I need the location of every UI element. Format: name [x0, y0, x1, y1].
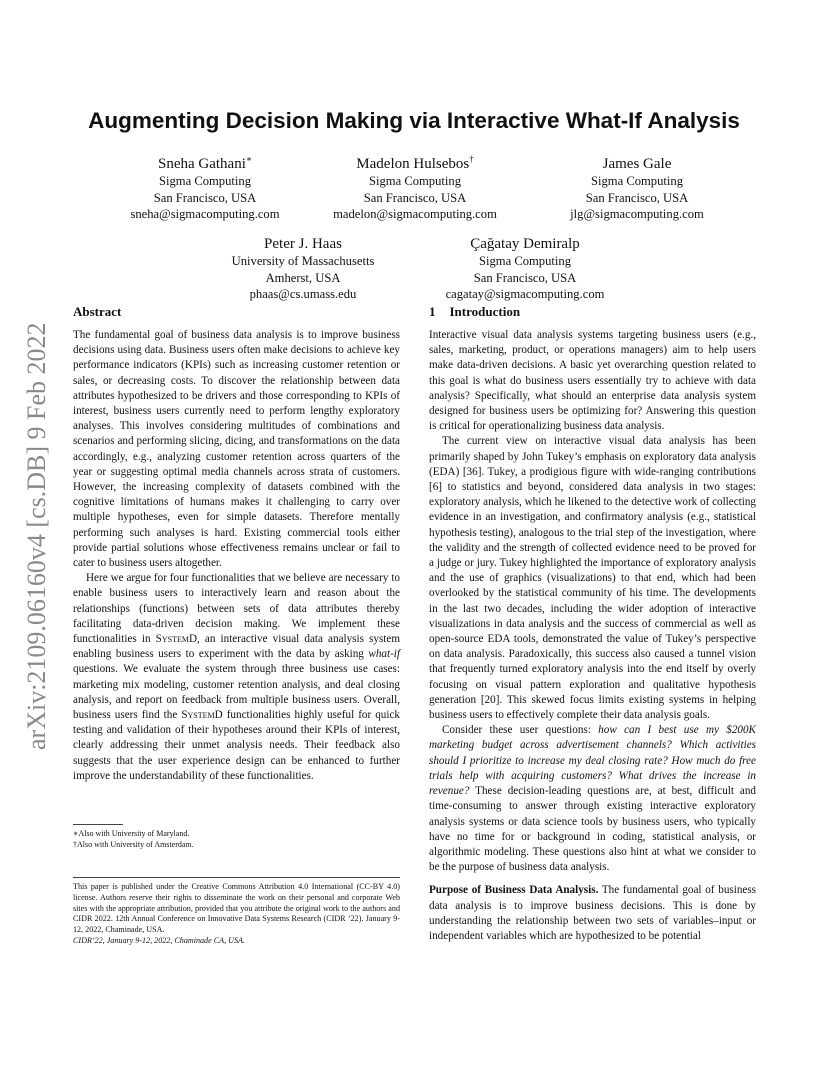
footnote: †Also with University of Amsterdam. — [73, 840, 194, 849]
author-location: San Francisco, USA — [153, 190, 257, 205]
footnotes — [73, 828, 400, 850]
arxiv-identifier-text: arXiv:2109.06160v4 [cs.DB] 9 Feb 2022 — [22, 322, 51, 750]
abstract-paragraph-1: The fundamental goal of business data analysis is to improve business decisions using data. Business users often make decisions to achieve key performance indicators (KPIs) such as increasing customer retention or sales, or decreasing costs. To discover the relationship between data attributes hypothesized to be drivers and those corresponding to KPIs of interest, business users currently need to perform lengthy exploratory analyses. This involves considering multitudes of combinations and scenarios and performing slicing, dicing, and transformations on the data accordingly, e.g., analyzing customer retention across quarters of the year or suggesting optimal media channels across strata of customers. However, the increasing complexity of datasets combined with the cognitive limitations of humans makes it challenging to carry over multiple hypotheses, even for simple datasets. Therefore mentally performing such analyses is hard. Existing commercial tools either provide partial solutions whose effectiveness remains unclear or fail to cater to business users altogether. — [73, 329, 400, 570]
author-email[interactable]: sneha@sigmacomputing.com — [130, 207, 280, 221]
right-column — [429, 303, 756, 944]
license-text: This paper is published under the Creative Commons Attribution 4.0 International (CC-BY 4.0) license. Authors reserve their rights to disseminate the work on their personal and corporate Web sites with the appropriate attribution, provided that you attribute the original work to the authors and CIDR 2022. 12th Annual Conference on Innovative Data Systems Research (CIDR ’22). January 9-12, 2022, Chaminade, USA. — [73, 882, 400, 935]
author-block-5 — [425, 230, 625, 303]
author-affiliation: Sigma Computing — [478, 254, 571, 268]
abstract-paragraph-2: Here we argue for four functionalities that we believe are necessary to enable business users to interactively learn and reason about the relationships (functions) between sets of data attributes thereby facilitating data-driven decision making. We implement these functionalities in SystemD, an interactive visual data analysis system enabling business users to experiment with the data by asking what-if questions. We evaluate the system through three business use cases: marketing mix modeling, customer retention analysis, and deal closing analysis, and report on feedback from multiple business users. Overall, business users find the SystemD functionalities highly useful for quick testing and validation of their hypotheses around their KPIs of interest, clearly addressing their unmet analysis needs. Their feedback also suggests that the user experience design can be enhanced to further improve the understandability of these functionalities. — [73, 572, 401, 782]
author-email[interactable]: madelon@sigmacomputing.com — [333, 207, 497, 221]
author-block-2 — [315, 150, 515, 223]
system-name: SystemD — [181, 709, 223, 722]
system-name: SystemD — [155, 633, 197, 646]
author-email[interactable]: phaas@cs.umass.edu — [249, 287, 357, 301]
author-block-4 — [203, 230, 403, 303]
author-location: San Francisco, USA — [585, 190, 689, 205]
license-notice — [73, 882, 400, 947]
author-location: Amherst, USA — [265, 270, 341, 285]
intro-paragraph-1: Interactive visual data analysis systems targeting business users (e.g., sales, marketing, product, or operations managers) aim to help users make data-driven decisions. A basic yet overarching question related to this goal is what do business users essentially try to achieve with data analysis? Specifically, what should an enterprise data analysis system designed for business users be optimizing for? Answering this question is critical for operationalizing business data analysis. — [429, 329, 756, 433]
intro-paragraph-2: The current view on interactive visual data analysis has been primarily shaped by John Tukey’s emphasis on exploratory data analysis (EDA) [36]. Tukey, a prodigious figure with wide-ranging contributions [6] to statistics and beyond, considered data analysis in two stages: exploratory analysis, which he likened to the detective work of collecting evidence in an investigation, and confirmatory analysis (e.g., statistical hypothesis testing), analogous to the trial step of the investigation, where the validity and the strength of collected evidence need to be proved for a judge or jury. Tukey highlighted the importance of exploratory analysis and the use of graphics (visualizations) to that end, which had been overlooked by the statistical community of his time. The developments in the last two decades, including the wider adoption of interactive visualizations in data analysis and the success of commercial as well as open-source EDA tools, demonstrated the value of Tukey’s perspective on data analysis. Paradoxically, this success also caused a tunnel vision that frequently turned exploratory analysis into the end itself by overly focusing on visual pattern exploration and qualitative hypothesis generation [20]. This skewed focus limits existing systems in helping business users to effectively complete their data analysis goals. — [429, 435, 756, 722]
author-affiliation: Sigma Computing — [368, 174, 461, 188]
author-name: Madelon Hulsebos† — [356, 154, 474, 172]
author-block-1 — [105, 150, 305, 223]
author-affiliation: Sigma Computing — [590, 174, 683, 188]
author-location: San Francisco, USA — [473, 270, 577, 285]
author-email[interactable]: jlg@sigmacomputing.com — [570, 207, 704, 221]
paragraph-heading: Purpose of Business Data Analysis. — [429, 884, 599, 897]
intro-paragraph-3: Consider these user questions: how can I best use my $200K marketing budget across advertisement channels? Which activities should I prioritize to increase my deal closing rate? How much do free trials help with acquiring customers? What drives the increase in revenue? These decision-leading questions are, at best, difficult and time-consuming to answer through existing interactive exploratory analysis systems or data science tools by business users, who typically have no time for or background in coding, statistical analysis, or algorithmic modeling. These questions also hint at what we consider to be the purpose of business data analysis. — [429, 724, 756, 874]
author-block-3 — [537, 150, 737, 223]
author-email[interactable]: cagatay@sigmacomputing.com — [445, 287, 605, 301]
author-name: Peter J. Haas — [264, 236, 342, 252]
left-column — [73, 303, 400, 784]
author-location: San Francisco, USA — [363, 190, 467, 205]
introduction-heading: 1 Introduction — [429, 304, 521, 319]
paper-title: Augmenting Decision Making via Interactive What-If Analysis — [88, 108, 740, 133]
venue-line: CIDR’22, January 9-12, 2022, Chaminade CA, USA. — [73, 935, 245, 945]
author-name: Sneha Gathani∗ — [157, 154, 252, 172]
author-affiliation: Sigma Computing — [158, 174, 251, 188]
license-rule — [73, 877, 400, 878]
abstract-heading: Abstract — [73, 304, 122, 319]
author-name: James Gale — [602, 156, 672, 172]
author-affiliation: University of Massachusetts — [231, 254, 375, 268]
intro-paragraph-4: Purpose of Business Data Analysis. The fundamental goal of business data analysis is to improve business decisions. This is done by understanding the relationship between two sets of variables–input or independent variables which are hypothesized to be potential — [429, 884, 756, 942]
footnote-rule — [73, 824, 123, 825]
arxiv-identifier-stamp — [18, 292, 52, 752]
footnote: ∗Also with University of Maryland. — [73, 829, 190, 838]
author-name: Çağatay Demiralp — [470, 236, 580, 252]
